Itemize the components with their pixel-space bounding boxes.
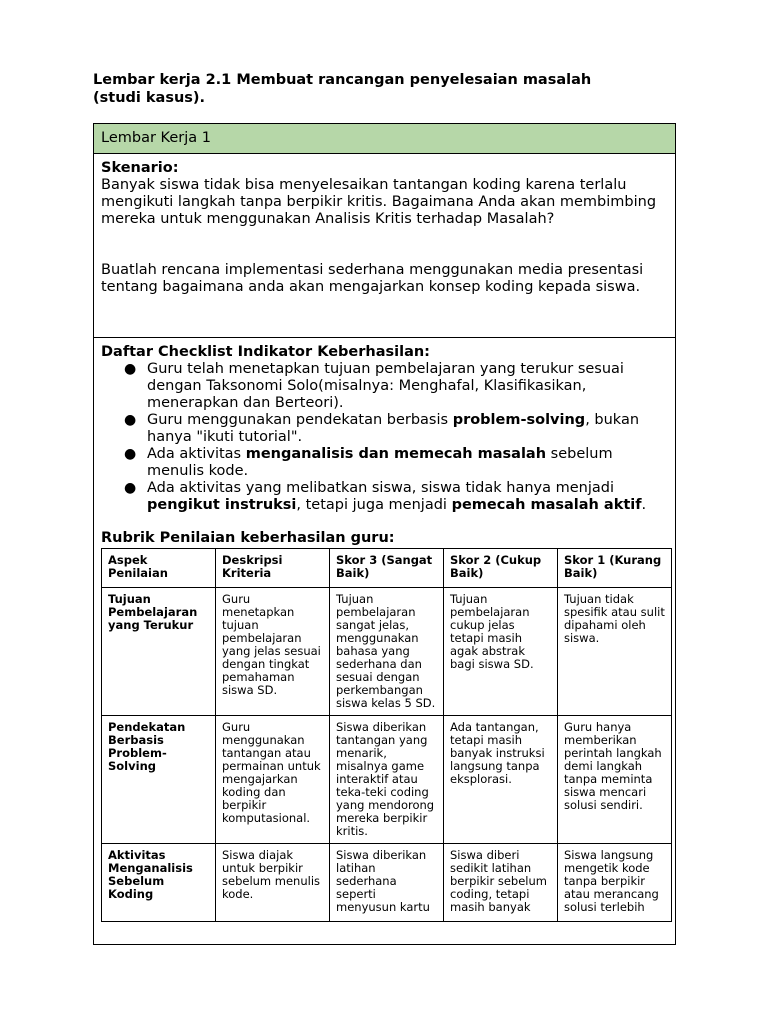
- page-title-line-1: Lembar kerja 2.1 Membuat rancangan penyelesaian masalah: [93, 72, 592, 88]
- rubric-cell: Tujuan pembelajaran sangat jelas, menggunakan bahasa yang sederhana dan sesuai dengan perkembangan siswa kelas 5 SD.: [330, 588, 444, 716]
- rubric-cell: Guru menetapkan tujuan pembelajaran yang jelas sesuai dengan tingkat pemahaman siswa SD.: [216, 588, 330, 716]
- rubric-cell: Siswa diberikan latihan sederhana seperti menyusun kartu: [330, 844, 444, 922]
- table-row: [102, 716, 672, 844]
- rubric-cell: Guru menggunakan tantangan atau permainan untuk mengajarkan koding dan berpikir komputasional.: [216, 716, 330, 844]
- scenario-section: [94, 154, 675, 338]
- checklist-item-text: Ada aktivitas: [147, 446, 246, 462]
- checklist-item-text: .: [641, 497, 647, 513]
- rubric-cell: Siswa diberikan tantangan yang menarik, misalnya game interaktif atau teka-teki coding yang mendorong mereka berpikir kritis.: [330, 716, 444, 844]
- worksheet-table: [93, 123, 676, 945]
- rubric-cell: Siswa diberi sedikit latihan berpikir sebelum coding, tetapi masih banyak: [444, 844, 558, 922]
- bullet-icon: ●: [124, 361, 137, 377]
- rubric-aspect-cell: Tujuan Pembelajaran yang Terukur: [102, 588, 216, 716]
- scenario-task: Buatlah rencana implementasi sederhana menggunakan media presentasi tentang bagaimana anda akan mengajarkan konsep koding kepada siswa.: [101, 262, 644, 295]
- checklist-item-text: sebelum menulis kode.: [147, 446, 613, 479]
- bullet-icon: ●: [124, 412, 137, 428]
- rubric-header-row: [102, 549, 672, 588]
- checklist-item-text: , bukan hanya "ikuti tutorial".: [147, 412, 640, 445]
- rubric-heading: Rubrik Penilaian keberhasilan guru:: [101, 530, 395, 546]
- rubric-cell: Siswa langsung mengetik kode tanpa berpikir atau merancang solusi terlebih: [558, 844, 672, 922]
- rubric-cell: Tujuan pembelajaran cukup jelas tetapi masih agak abstrak bagi siswa SD.: [444, 588, 558, 716]
- checklist-item-text: Guru menggunakan pendekatan berbasis: [147, 412, 453, 428]
- checklist: [101, 361, 668, 514]
- rubric-cell: Ada tantangan, tetapi masih banyak instruksi langsung tanpa eksplorasi.: [444, 716, 558, 844]
- worksheet-header: Lembar Kerja 1: [94, 124, 675, 154]
- rubric-table: [101, 548, 672, 922]
- page-title: [93, 71, 693, 107]
- checklist-item: [101, 412, 668, 446]
- rubric-cell: Guru hanya memberikan perintah langkah demi langkah tanpa meminta siswa mencari solusi sendiri.: [558, 716, 672, 844]
- checklist-item-text: , tetapi juga menjadi: [296, 497, 452, 513]
- rubric-header-cell: Aspek Penilaian: [102, 549, 216, 588]
- bullet-icon: ●: [124, 446, 137, 462]
- rubric-header-cell: Deskripsi Kriteria: [216, 549, 330, 588]
- rubric-cell: Tujuan tidak spesifik atau sulit dipahami oleh siswa.: [558, 588, 672, 716]
- checklist-item: [101, 480, 668, 514]
- checklist-item-emphasis: pengikut instruksi: [147, 497, 297, 513]
- checklist-item-emphasis: pemecah masalah aktif: [451, 497, 642, 513]
- rubric-header-cell: Skor 1 (Kurang Baik): [558, 549, 672, 588]
- scenario-heading: Skenario:: [101, 160, 179, 176]
- rubric-aspect-cell: Pendekatan Berbasis Problem-Solving: [102, 716, 216, 844]
- rubric-aspect-cell: Aktivitas Menganalisis Sebelum Koding: [102, 844, 216, 922]
- table-row: [102, 588, 672, 716]
- bullet-icon: ●: [124, 480, 137, 496]
- checklist-item: [101, 361, 668, 412]
- checklist-item-emphasis: problem-solving: [452, 412, 586, 428]
- checklist-item-text: Ada aktivitas yang melibatkan siswa, siswa tidak hanya menjadi: [147, 480, 615, 496]
- checklist-heading: Daftar Checklist Indikator Keberhasilan:: [101, 344, 430, 360]
- scenario-text: Banyak siswa tidak bisa menyelesaikan tantangan koding karena terlalu mengikuti langkah tanpa berpikir kritis. Bagaimana Anda akan membimbing mereka untuk menggunakan Analisis Kritis terhadap Masalah?: [101, 177, 657, 227]
- rubric-header-cell: Skor 2 (Cukup Baik): [444, 549, 558, 588]
- table-row: [102, 844, 672, 922]
- checklist-item: [101, 446, 668, 480]
- rubric-cell: Siswa diajak untuk berpikir sebelum menulis kode.: [216, 844, 330, 922]
- page-title-line-2: (studi kasus).: [93, 90, 206, 106]
- rubric-header-cell: Skor 3 (Sangat Baik): [330, 549, 444, 588]
- checklist-item-emphasis: menganalisis dan memecah masalah: [245, 446, 547, 462]
- checklist-section: [94, 338, 675, 922]
- checklist-item-text: Guru telah menetapkan tujuan pembelajaran yang terukur sesuai dengan Taksonomi Solo(misalnya: Menghafal, Klasifikasikan, menerapkan dan Berteori).: [147, 361, 624, 411]
